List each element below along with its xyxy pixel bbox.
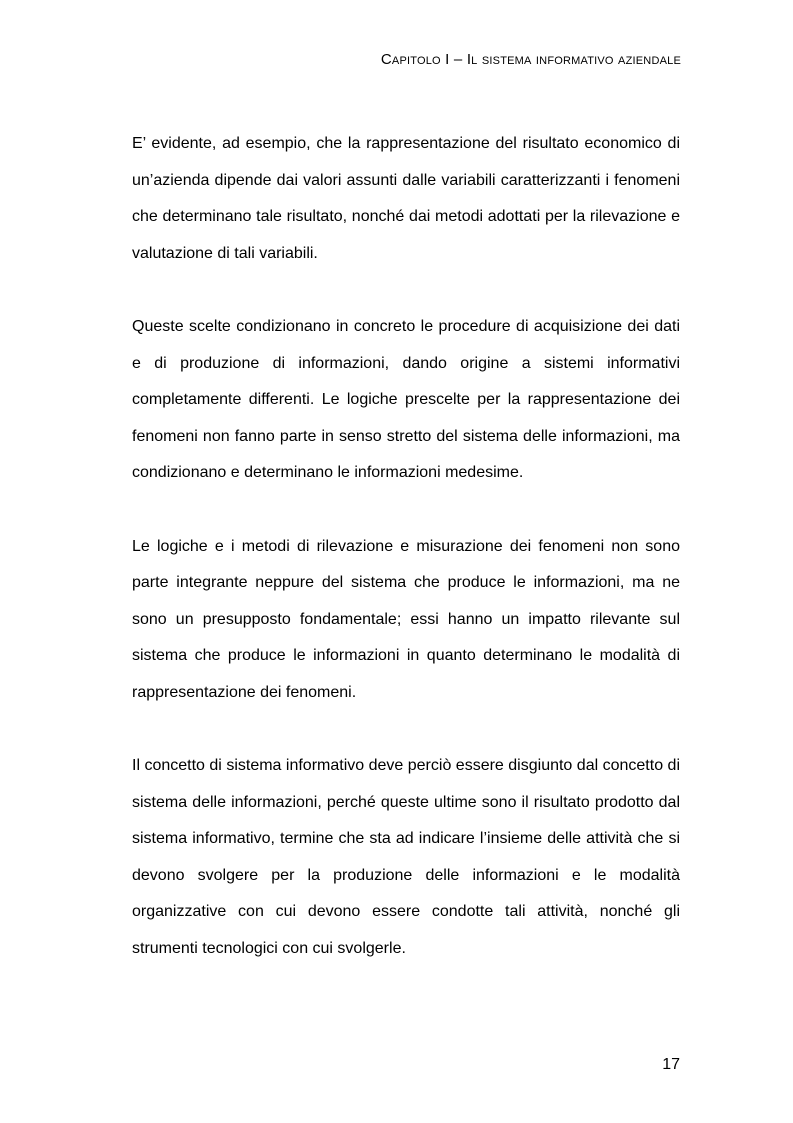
page-body	[132, 126, 680, 968]
paragraph-2: Queste scelte condizionano in concreto le procedure di acquisizione dei dati e di produzione di informazioni, dando origine a sistemi informativi completamente differenti. Le logiche prescelte per la rappresentazione dei fenomeni non fanno parte in senso stretto del sistema delle informazioni, ma condizionano e determinano le informazioni medesime.	[132, 317, 680, 482]
page-number: 17	[662, 1056, 680, 1073]
paragraph-4: Il concetto di sistema informativo deve perciò essere disgiunto dal concetto di sistema delle informazioni, perché queste ultime sono il risultato prodotto dal sistema informativo, termine che sta ad indicare l’insieme delle attività che si devono svolgere per la produzione delle informazioni e le modalità organizzative con cui devono essere condotte tali attività, nonché gli strumenti tecnologici con cui svolgerle.	[132, 757, 680, 958]
paragraph-1: E’ evidente, ad esempio, che la rappresentazione del risultato economico di un’azienda dipende dai valori assunti dalle variabili caratterizzanti i fenomeni che determinano tale risultato, nonché dai metodi adottati per la rilevazione e valutazione di tali variabili.	[132, 135, 680, 262]
running-header: Capitolo I – Il sistema informativo aziendale	[380, 51, 681, 68]
paragraph-3: Le logiche e i metodi di rilevazione e misurazione dei fenomeni non sono parte integrante neppure del sistema che produce le informazioni, ma ne sono un presupposto fondamentale; essi hanno un impatto rilevante sul sistema che produce le informazioni in quanto determinano le modalità di rappresentazione dei fenomeni.	[132, 537, 680, 701]
